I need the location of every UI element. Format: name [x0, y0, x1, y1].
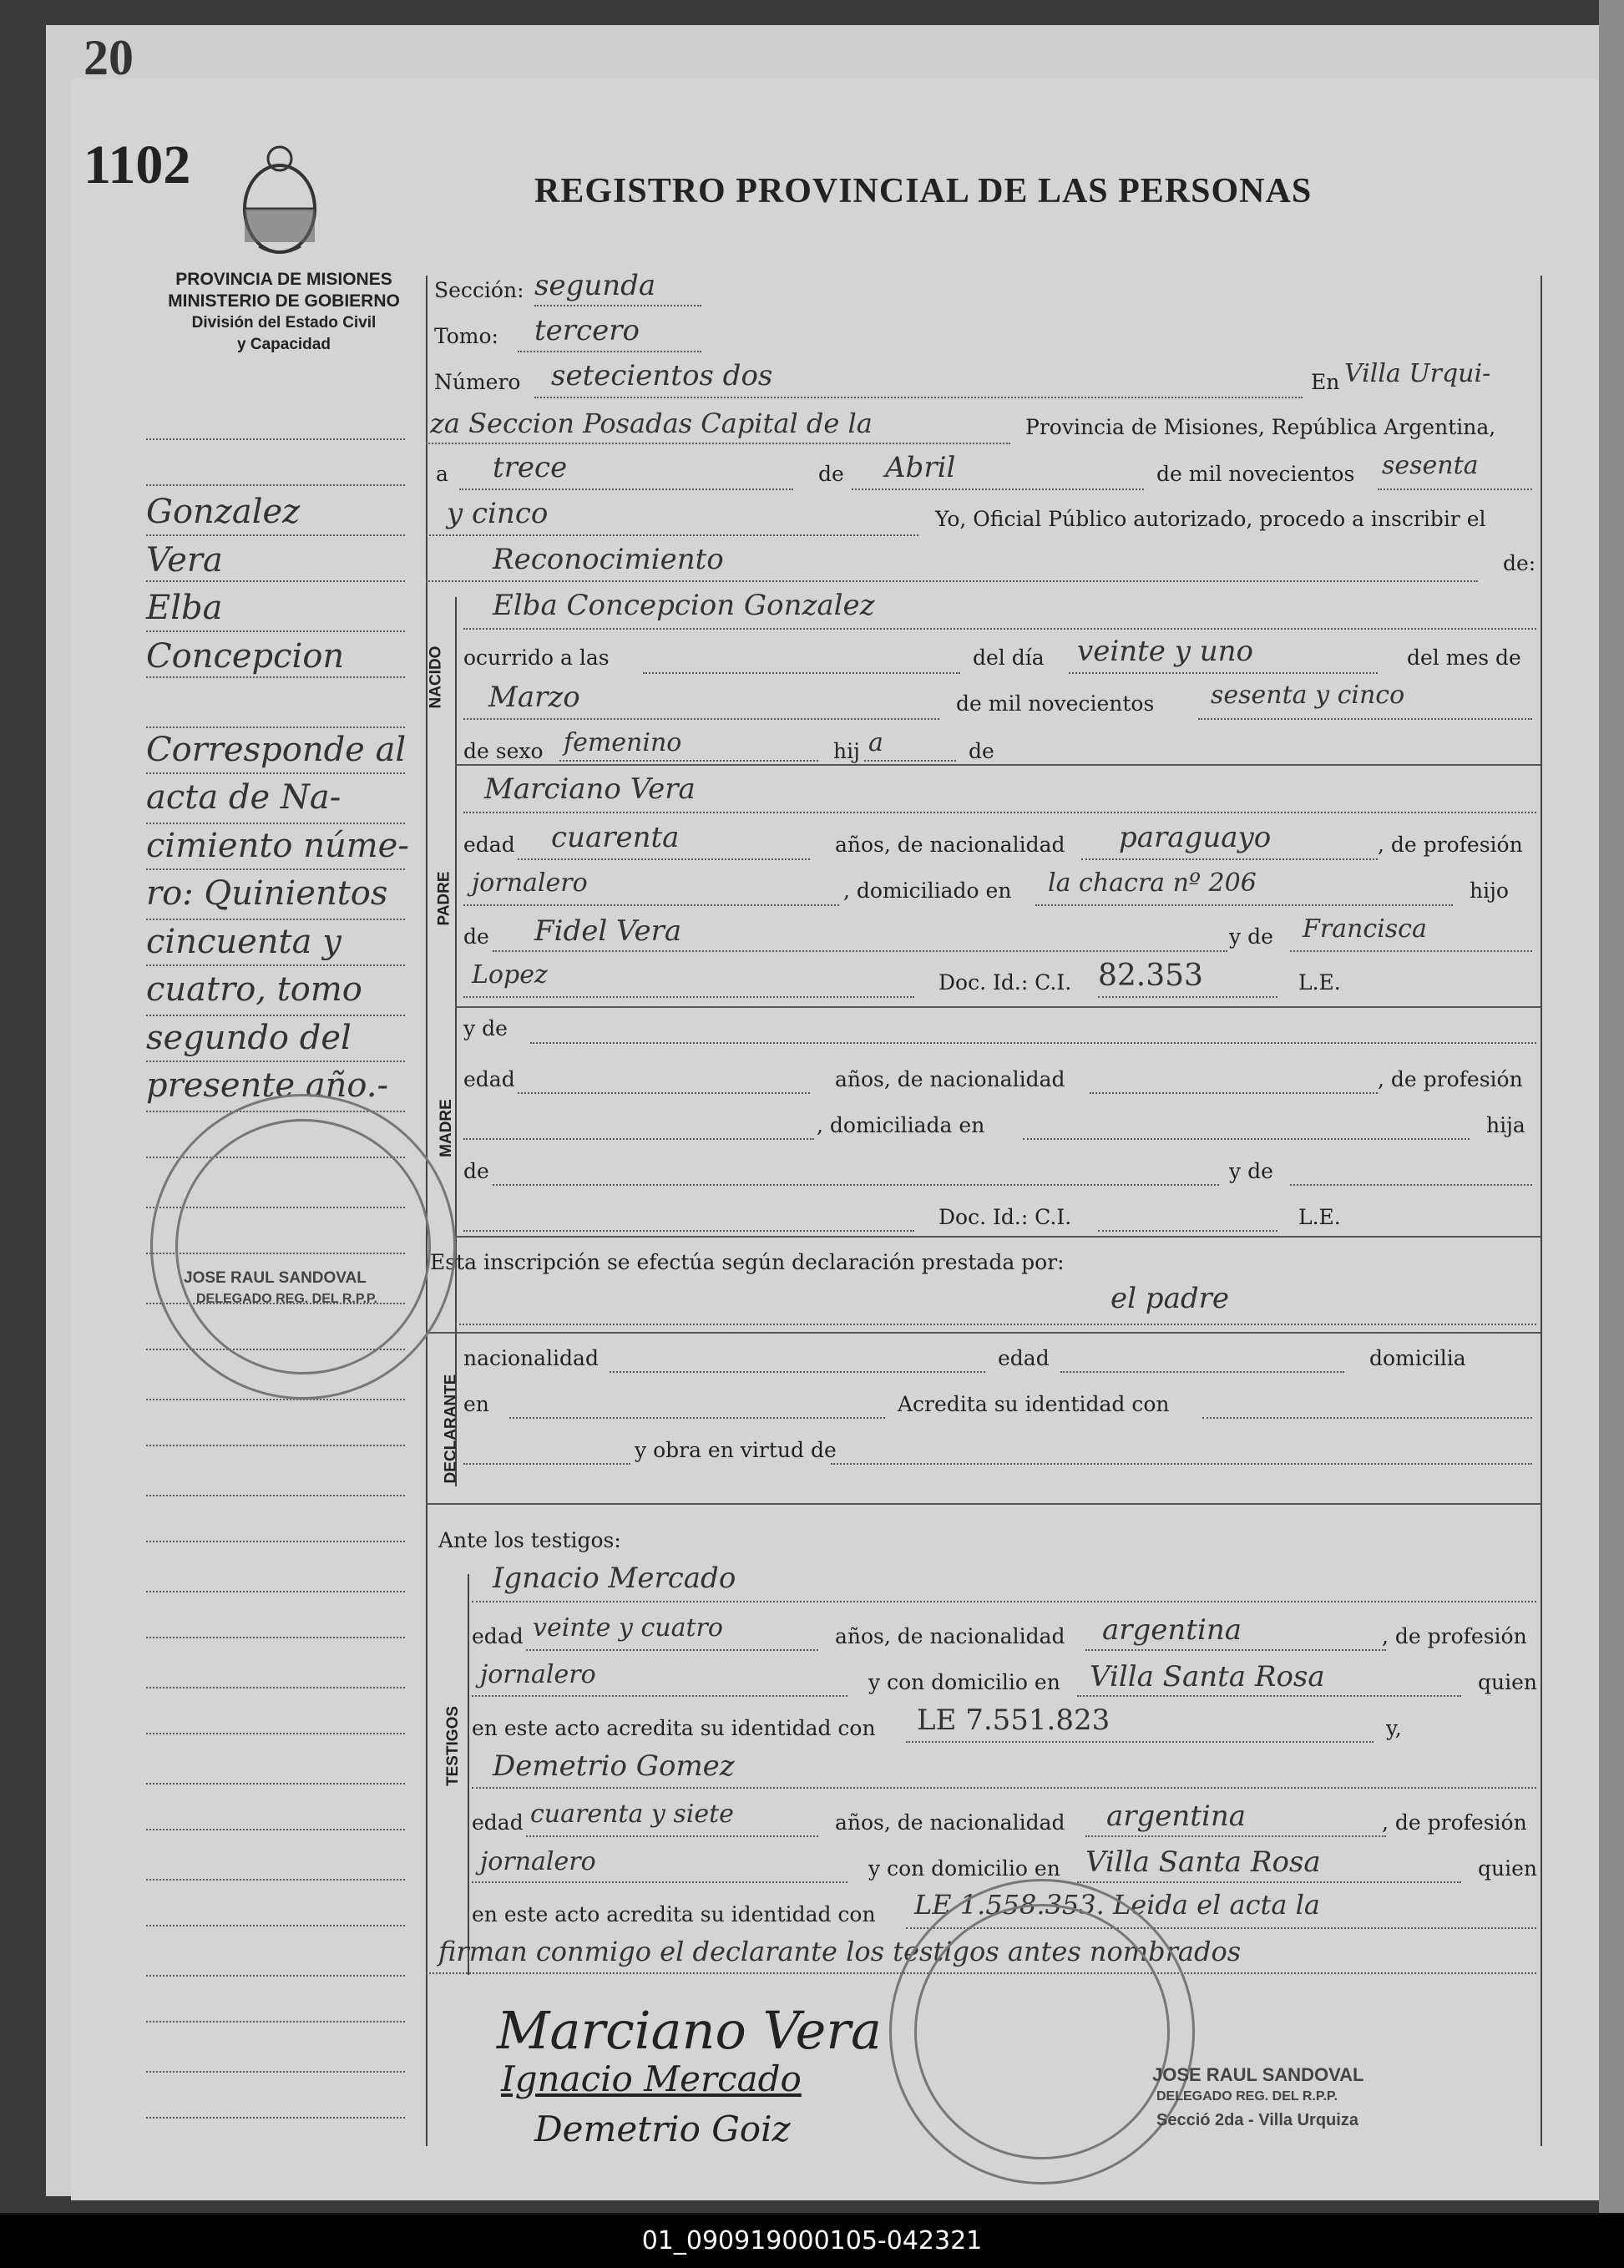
seccion-label: Sección:: [434, 278, 524, 302]
form-right-border: [1541, 276, 1542, 2146]
margin-note-line: ro: Quinientos: [146, 874, 388, 913]
anio-line: [1378, 489, 1532, 490]
corner-number: 20: [83, 30, 134, 85]
numero-value: setecientos dos: [551, 359, 773, 392]
t1-prof-line: [472, 1695, 847, 1697]
section-inner-border: [455, 597, 457, 1407]
t1-nombre-line: [472, 1601, 1536, 1602]
ocurrido-label: ocurrido a las: [463, 645, 610, 670]
madre-dom-line: [1023, 1138, 1470, 1140]
margin-note-line: Concepcion: [146, 637, 345, 676]
section-declarante: DECLARANTE: [442, 1374, 460, 1484]
seccion-value: segunda: [534, 269, 656, 302]
acto-line: [426, 580, 1478, 582]
declarante-obra-label: y obra en virtud de: [635, 1438, 837, 1462]
mes-line: [463, 718, 939, 720]
de-mil-nov-label: de mil novecientos: [956, 691, 1155, 716]
madre-nombre-line: [530, 1042, 1536, 1044]
madre-y-de2-label: y de: [1229, 1159, 1273, 1183]
section-padre: PADRE: [435, 871, 453, 926]
signature-testigo-1: Ignacio Mercado: [501, 2058, 802, 2099]
t2-quien-label: quien: [1478, 1856, 1537, 1881]
t1-quien-label: quien: [1478, 1670, 1537, 1694]
declarante-acredita-line: [1202, 1417, 1532, 1419]
tomo-label: Tomo:: [434, 324, 498, 348]
padre-nac-label: años, de nacionalidad: [835, 833, 1065, 857]
padre-prof-line: [463, 904, 839, 906]
margin-note-line: Gonzalez: [146, 493, 301, 531]
margin-note-line: Vera: [146, 541, 223, 580]
anio-cont-line: [426, 534, 918, 536]
section-nacido: NACIDO: [427, 645, 445, 709]
de2-label: de: [969, 739, 994, 763]
t2-edad-label: edad: [472, 1810, 524, 1835]
padre-ci-value: 82.353: [1098, 959, 1203, 993]
padre-ci-line: [1098, 996, 1277, 998]
declarante-domicilia-label: domicilia: [1369, 1346, 1466, 1370]
t2-dom-line: [1077, 1881, 1461, 1883]
padre-de-label: de: [463, 924, 489, 949]
numero-line: [534, 397, 1303, 398]
declaracion-label: Esta inscripción se efectúa según declaración prestada por:: [430, 1250, 1065, 1274]
padre-edad-line: [518, 858, 810, 860]
t2-nac-value: argentina: [1106, 1800, 1247, 1833]
margin-note-line: Corresponde al: [146, 731, 407, 769]
madre-y-de-label: y de: [463, 1016, 508, 1040]
madre-madre-line: [1290, 1184, 1532, 1186]
document-title: REGISTRO PROVINCIAL DE LAS PERSONAS: [534, 172, 1313, 210]
signature-padre: Marciano Vera: [497, 2000, 882, 2061]
ministry-line-1: PROVINCIA DE MISIONES: [175, 270, 392, 289]
madre-edad-label: edad: [463, 1067, 515, 1091]
dia-nac-value: veinte y uno: [1077, 635, 1253, 668]
declarante-bottom-rule: [426, 1503, 1541, 1505]
scan-filename: 01_090919000105-042321: [0, 2215, 1624, 2268]
seal-right-name: JOSE RAUL SANDOVAL: [1152, 2064, 1364, 2085]
padre-le-label: L.E.: [1298, 970, 1341, 995]
t1-nac-value: argentina: [1102, 1613, 1242, 1647]
official-seal-right-inner: [914, 1904, 1170, 2159]
margin-note-line: Elba: [146, 589, 223, 627]
declarante-value: el padre: [1110, 1282, 1229, 1315]
registry-number: 1102: [83, 134, 191, 195]
madre-de-label: de: [463, 1159, 489, 1183]
ministry-line-3: División del Estado Civil: [191, 314, 377, 332]
de-mes-value: Abril: [885, 451, 956, 484]
seal-left-name: JOSE RAUL SANDOVAL: [184, 1269, 367, 1287]
t2-dom-value: Villa Santa Rosa: [1085, 1845, 1321, 1879]
a-label: a: [436, 462, 448, 486]
section-testigos: TESTIGOS: [444, 1705, 463, 1787]
t1-nombre-value: Ignacio Mercado: [493, 1562, 736, 1595]
hij-label: hij: [833, 739, 860, 763]
t2-prof-line: [472, 1881, 847, 1883]
nacido-bottom-rule: [455, 764, 1541, 766]
tomo-value: tercero: [534, 314, 640, 347]
t1-nac-label: años, de nacionalidad: [835, 1624, 1065, 1648]
t1-nac-line: [1085, 1649, 1386, 1651]
ministry-line-2: MINISTERIO DE GOBIERNO: [168, 291, 400, 311]
tomo-line: [518, 351, 701, 352]
declarante-obra-line: [831, 1463, 1532, 1465]
official-seal-left-inner: [175, 1119, 431, 1374]
padre-nombre-line: [463, 812, 1536, 813]
padre-madre-value: Francisca: [1303, 914, 1427, 944]
testigos-inner-border: [468, 1574, 469, 1975]
padre-nac-line: [1081, 858, 1378, 860]
declarante-nac-label: nacionalidad: [463, 1346, 599, 1370]
t2-prof-value: jornalero: [480, 1847, 596, 1876]
padre-prof-label: , de profesión: [1378, 833, 1523, 857]
mes-nac-value: Marzo: [488, 681, 580, 714]
hij-line: [864, 760, 956, 762]
de-colon-label: de:: [1503, 551, 1536, 575]
madre-nac-label: años, de nacionalidad: [835, 1067, 1065, 1091]
section-madre: MADRE: [437, 1099, 455, 1157]
book-spine: [1599, 0, 1624, 2213]
sexo-line: [559, 760, 818, 762]
padre-y-de-label: y de: [1229, 924, 1273, 949]
signature-testigo-2: Demetrio Goiz: [534, 2109, 791, 2149]
madre-dom-label: , domiciliada en: [817, 1113, 985, 1137]
anio-nac-value: sesenta y cinco: [1211, 681, 1405, 710]
nombre-value: Elba Concepcion Gonzalez: [493, 589, 875, 622]
madre-edad-line: [518, 1092, 810, 1094]
t1-edad-label: edad: [472, 1624, 524, 1648]
t1-y-label: y,: [1386, 1716, 1402, 1740]
t1-prof-value: jornalero: [480, 1660, 596, 1689]
madre-prof-label: , de profesión: [1378, 1067, 1523, 1091]
madre-le-label: L.E.: [1298, 1205, 1341, 1229]
declarante-edad-label: edad: [998, 1346, 1050, 1370]
t2-edad-line: [526, 1835, 818, 1837]
t2-prof-label: , de profesión: [1382, 1810, 1527, 1835]
declarante-edad-line: [1060, 1371, 1344, 1373]
t2-nombre-value: Demetrio Gomez: [493, 1749, 735, 1783]
padre-doc-label: Doc. Id.: C.I.: [938, 970, 1072, 995]
padre-dom-line: [1035, 904, 1453, 906]
declarante-en-line: [509, 1417, 885, 1419]
en-value-cont: za Seccion Posadas Capital de la: [430, 408, 873, 439]
seal-right-title: DELEGADO REG. DEL R.P.P.: [1156, 2089, 1338, 2103]
anio-value: sesenta: [1382, 451, 1479, 480]
t2-acredita-label: en este acto acredita su identidad con: [472, 1902, 876, 1926]
testigos-label: Ante los testigos:: [438, 1528, 621, 1552]
margin-note-line: presente año.-: [146, 1066, 389, 1105]
hij-suffix-value: a: [868, 728, 883, 757]
madre-doc-label: Doc. Id.: C.I.: [938, 1205, 1072, 1229]
en-value: Villa Urqui-: [1344, 359, 1491, 388]
margin-note-line: cimiento núme-: [146, 827, 409, 865]
seccion-line: [534, 305, 701, 306]
padre-edad-value: cuarenta: [551, 821, 680, 854]
del-mes-label: del mes de: [1407, 645, 1521, 670]
madre-prof-line: [463, 1138, 814, 1140]
padre-dom-value: la chacra nº 206: [1048, 868, 1257, 898]
t1-doc-line: [906, 1741, 1374, 1743]
t1-dom-label: y con domicilio en: [868, 1670, 1060, 1694]
a-dia-value: trece: [493, 451, 568, 484]
anio-nac-line: [1198, 718, 1532, 720]
t2-nac-label: años, de nacionalidad: [835, 1810, 1065, 1835]
t1-edad-value: veinte y cuatro: [533, 1613, 723, 1643]
de-mil-label: de mil novecientos: [1156, 462, 1355, 486]
seal-left-title: DELEGADO REG. DEL R.P.P.: [196, 1292, 377, 1306]
oficial-label: Yo, Oficial Público autorizado, procedo a inscribir el: [935, 507, 1486, 531]
padre-prof-value: jornalero: [472, 868, 588, 898]
de-mes-line: [852, 489, 1144, 490]
margin-note-line: cincuenta y: [146, 923, 341, 961]
margin-note-line: cuatro, tomo: [146, 970, 362, 1009]
padre-padre-line: [493, 950, 1227, 952]
madre-bottom-rule: [455, 1236, 1541, 1238]
numero-label: Número: [434, 370, 521, 394]
acto-value: Reconocimiento: [493, 543, 724, 576]
sexo-value: femenino: [564, 728, 682, 757]
t1-acredita-label: en este acto acredita su identidad con: [472, 1716, 876, 1740]
ministry-block: [146, 269, 422, 356]
t2-dom-label: y con domicilio en: [868, 1856, 1060, 1881]
t1-prof-label: , de profesión: [1382, 1624, 1527, 1648]
t1-dom-line: [1077, 1695, 1461, 1697]
nombre-line: [463, 628, 1536, 630]
cierre-value: firman conmigo el declarante los testigos antes nombrados: [438, 1936, 1242, 1967]
margin-note-line: segundo del: [146, 1019, 352, 1057]
hora-line: [643, 672, 960, 674]
declarante-en-label: en: [463, 1392, 489, 1416]
padre-edad-label: edad: [463, 833, 515, 857]
padre-nac-value: paraguayo: [1119, 821, 1272, 854]
padre-hijo-label: hijo: [1470, 878, 1509, 903]
t1-edad-line: [526, 1649, 818, 1651]
padre-madre-cont-value: Lopez: [472, 960, 548, 990]
t2-edad-value: cuarenta y siete: [530, 1800, 734, 1829]
dia-line: [1069, 672, 1378, 674]
declarante-acredita-label: Acredita su identidad con: [898, 1392, 1170, 1416]
t2-nac-line: [1085, 1835, 1386, 1837]
t1-doc-value: LE 7.551.823: [917, 1704, 1110, 1737]
padre-madre-line: [1290, 950, 1532, 952]
padre-madre-cont-line: [463, 996, 914, 998]
en-label: En: [1311, 370, 1340, 394]
provincia-label: Provincia de Misiones, República Argentina,: [1025, 415, 1496, 439]
madre-padre-line: [493, 1184, 1219, 1186]
padre-bottom-rule: [455, 1006, 1541, 1008]
de-label: de: [818, 462, 844, 486]
t2-nombre-line: [472, 1787, 1536, 1789]
t2-doc-value: LE 1.558.353. Leida el acta la: [914, 1889, 1320, 1921]
padre-nombre-value: Marciano Vera: [484, 772, 696, 806]
argentina-emblem-icon: [234, 142, 326, 259]
margin-note-line: acta de Na-: [146, 778, 341, 817]
madre-hija-label: hija: [1486, 1113, 1525, 1137]
madre-nac-line: [1090, 1092, 1378, 1094]
declarante-line: [455, 1324, 1536, 1325]
madre-ci-line: [1098, 1230, 1277, 1232]
madre-madre-cont-line: [463, 1230, 914, 1232]
seal-right-office: Secció 2da - Villa Urquiza: [1156, 2111, 1358, 2129]
padre-dom-label: , domiciliado en: [843, 878, 1012, 903]
declarante-nac-line: [610, 1371, 985, 1373]
en-cont-line: [426, 443, 1010, 444]
declarante-top-rule: [426, 1332, 1541, 1334]
a-line: [459, 489, 793, 490]
declarante-obra-pre-line: [463, 1463, 630, 1465]
t1-dom-value: Villa Santa Rosa: [1090, 1660, 1325, 1693]
ministry-line-4: y Capacidad: [237, 336, 331, 353]
padre-padre-value: Fidel Vera: [534, 914, 682, 948]
del-dia-label: del día: [973, 645, 1045, 670]
de-sexo-label: de sexo: [463, 739, 544, 763]
anio-value-cont: y cinco: [447, 497, 549, 530]
